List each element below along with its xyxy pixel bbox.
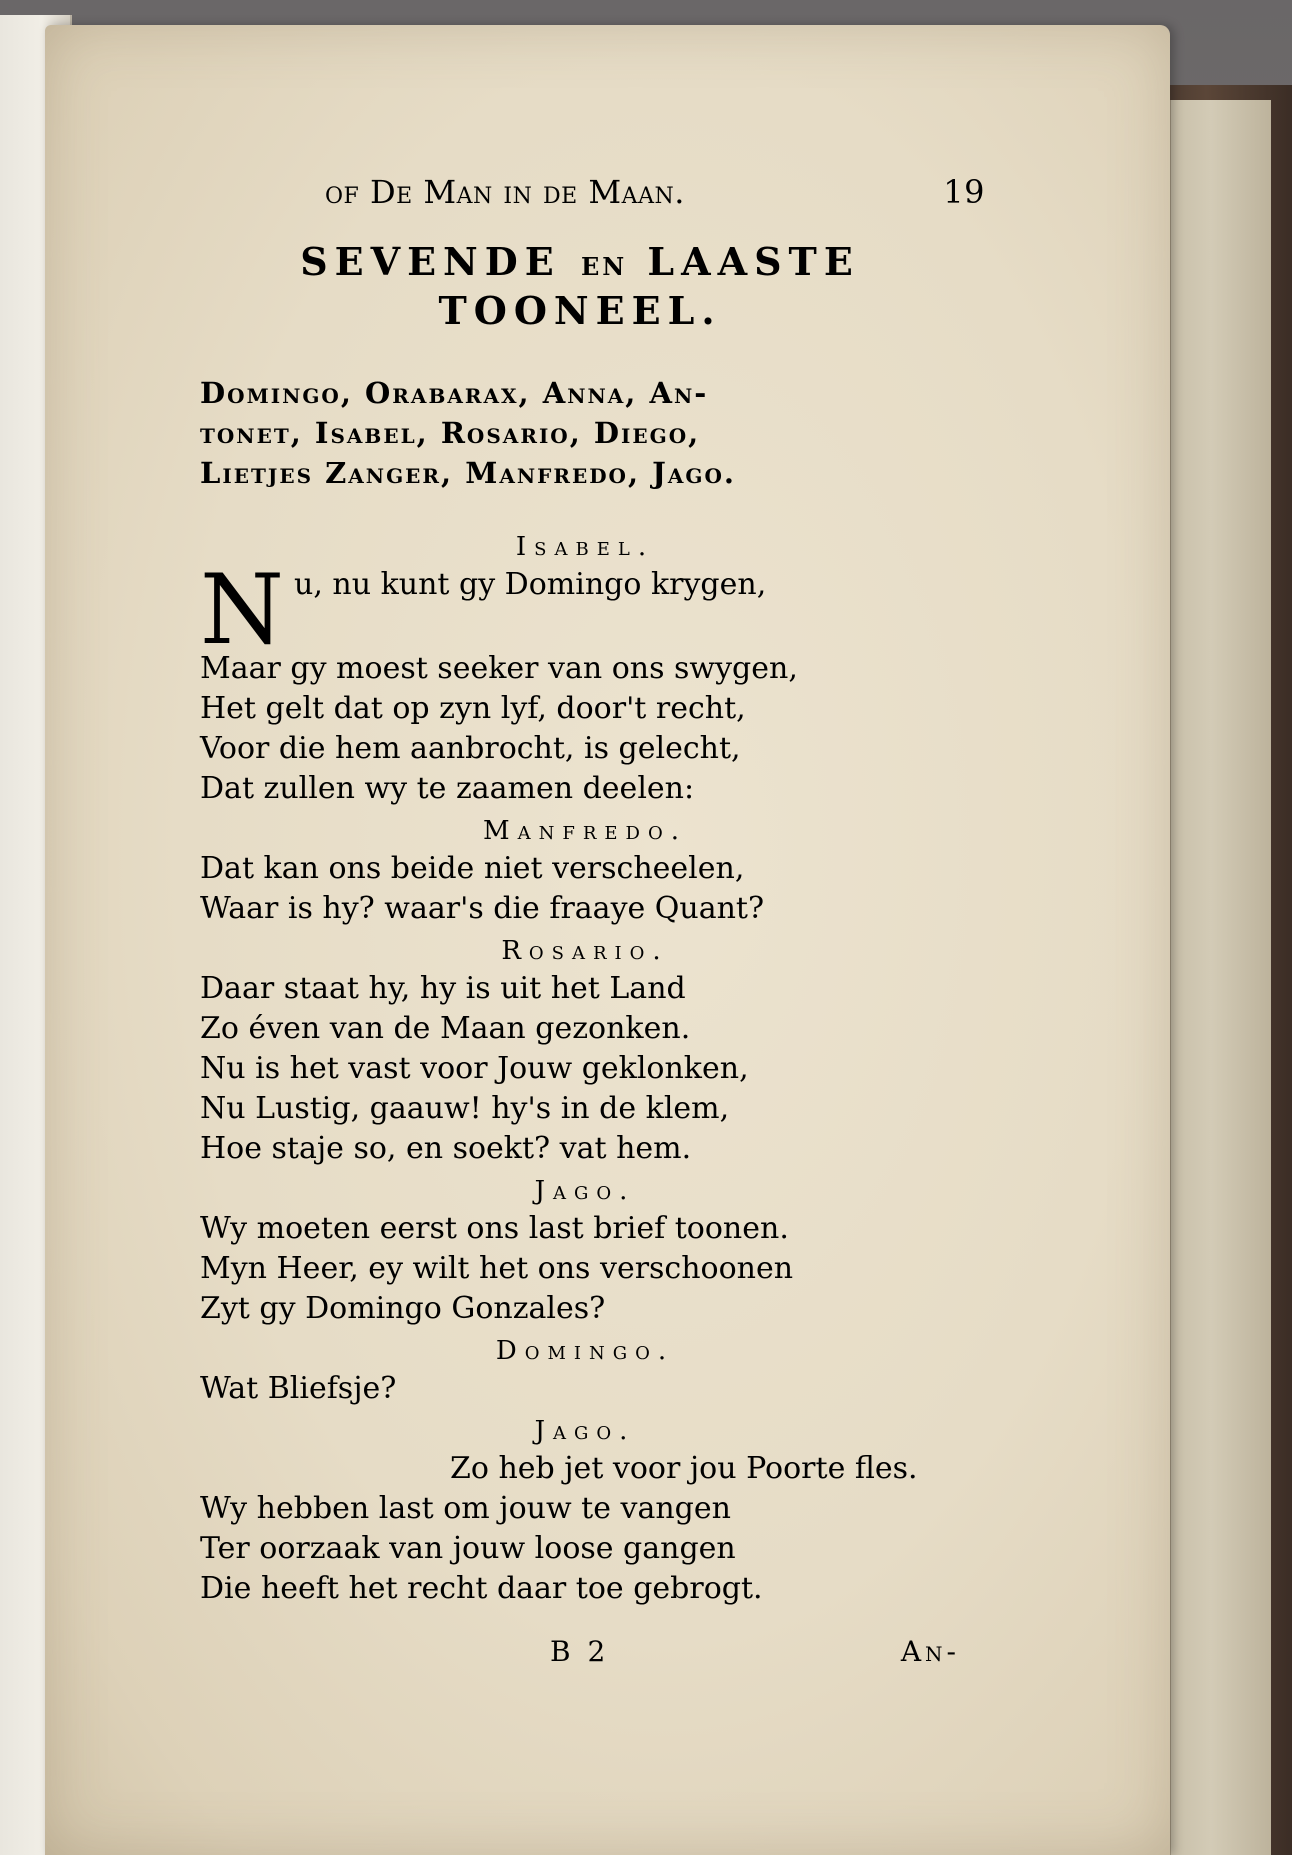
scene-title (200, 240, 960, 333)
cast-line: tonet, Isabel, Rosario, Diego, (200, 416, 701, 450)
page-number: 19 (943, 173, 985, 211)
verse-line: Het gelt dat op zyn lyf, door't recht, (200, 691, 746, 726)
verse-line: Wy moeten eerst ons last brief toonen. (200, 1211, 789, 1246)
signature-mark: B 2 (550, 1635, 610, 1668)
scene-title-word-3: LAASTE (647, 239, 860, 284)
verse-line: Daar staat hy, hy is uit het Land (200, 971, 686, 1006)
verse-line: Nu is het vast voor Jouw geklonken, (200, 1051, 749, 1086)
verse-line: Nu Lustig, gaauw! hy's in de klem, (200, 1091, 730, 1126)
verse-line: Wat Bliefsje? (200, 1371, 397, 1406)
speaker-name: Isabel. (515, 532, 655, 562)
running-head (170, 173, 985, 211)
speech-isabel (200, 525, 970, 649)
scene-title-word-1: SEVENDE (300, 239, 561, 284)
scene-title-word-2: EN (580, 252, 628, 281)
verse-line: u, nu kunt gy Domingo krygen, (294, 567, 767, 602)
verse-line: Ter oorzaak van jouw loose gangen (200, 1531, 736, 1566)
dialogue (200, 525, 970, 1609)
verse-line: Voor die hem aanbrocht, is gelecht, (200, 731, 741, 766)
page-block-edge (1170, 100, 1271, 1855)
speaker-name: Rosario. (501, 936, 669, 966)
cast-list (200, 373, 960, 493)
verse-line: Zyt gy Domingo Gonzales? (200, 1291, 606, 1326)
scene-title-line-2: TOONEEL. (438, 288, 722, 333)
speaker-name: Manfredo. (482, 816, 687, 846)
verse-line: Die heeft het recht daar toe gebrogt. (200, 1571, 763, 1606)
catchword: An- (900, 1635, 960, 1668)
verse-line: Zo éven van de Maan gezonken. (200, 1011, 691, 1046)
cast-line: Domingo, Orabarax, Anna, An- (200, 376, 709, 410)
verse-line-indented: Zo heb jet voor jou Poorte fles. (450, 1451, 918, 1486)
verse-line: Dat zullen wy te zaamen deelen: (200, 771, 695, 806)
book-page (45, 25, 1170, 1855)
cast-line: Lietjes Zanger, Manfredo, Jago. (200, 456, 736, 490)
verse-line: Waar is hy? waar's die fraaye Quant? (200, 891, 765, 926)
verse-line: Dat kan ons beide niet verscheelen, (200, 851, 745, 886)
drop-cap: N (200, 554, 284, 649)
verse-line: Hoe staje so, en soekt? vat hem. (200, 1131, 692, 1166)
scene-title-line-1 (200, 240, 960, 289)
verse-line: Wy hebben last om jouw te vangen (200, 1491, 731, 1526)
speaker-name: Domingo. (495, 1336, 675, 1366)
speaker-name: Jago. (534, 1176, 636, 1206)
running-head-title: of De Man in de Maan. (325, 173, 685, 211)
speaker-name: Jago. (534, 1416, 636, 1446)
verse-line: Maar gy moest seeker van ons swygen, (200, 651, 798, 686)
verse-line: Myn Heer, ey wilt het ons verschoonen (200, 1251, 794, 1286)
